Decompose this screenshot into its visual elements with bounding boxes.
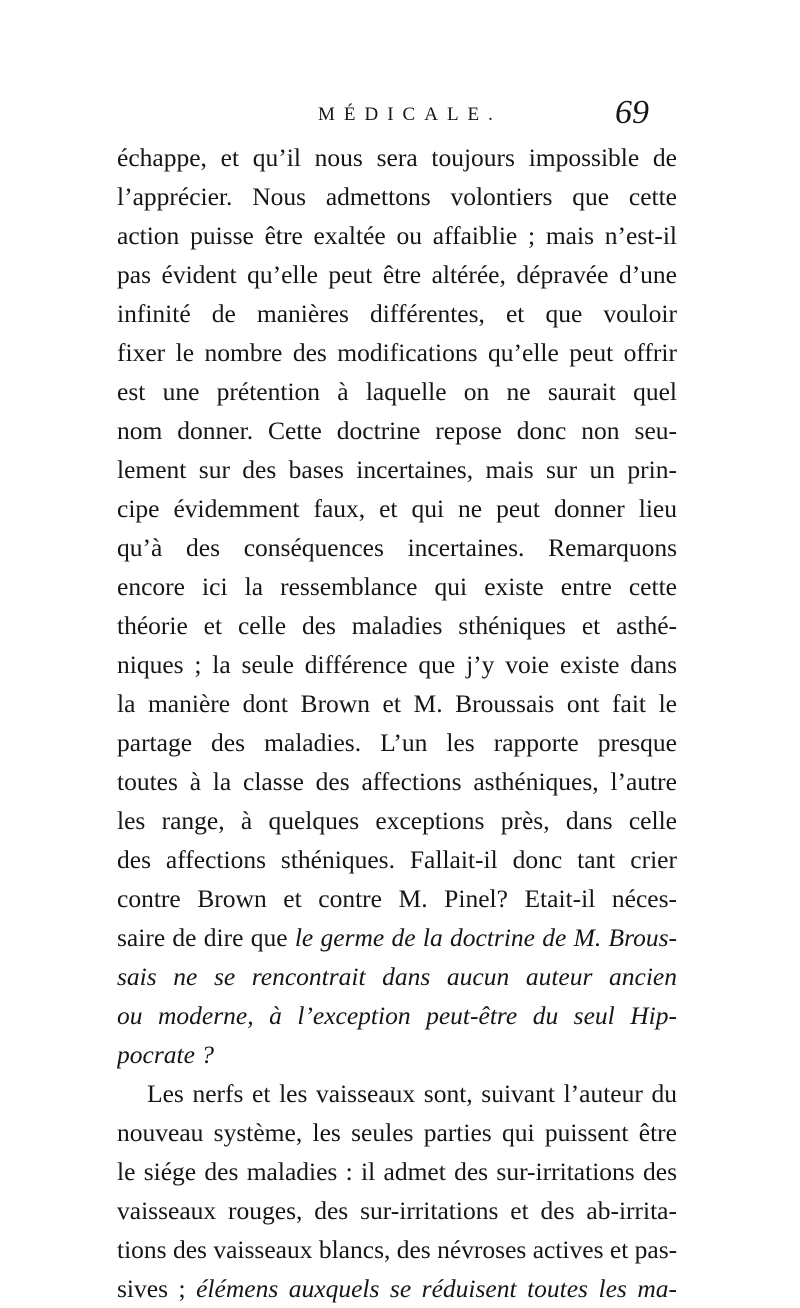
text-line <box>117 1269 677 1308</box>
text-segment: échappe, et qu’il nous sera toujours impossible de <box>117 143 677 172</box>
text-line <box>117 840 677 879</box>
italic-segment: le germe de la doctrine de M. Brous- <box>294 923 677 952</box>
text-segment: l’apprécier. Nous admettons volontiers que cette <box>117 182 677 211</box>
text-line <box>117 801 677 840</box>
text-segment: pas évident qu’elle peut être altérée, dépravée d’une <box>117 260 677 289</box>
text-segment: encore ici la ressemblance qui existe entre cette <box>117 572 677 601</box>
text-segment: contre Brown et contre M. Pinel? Etait-il néces- <box>117 884 677 913</box>
text-line <box>117 723 677 762</box>
text-line <box>117 216 677 255</box>
page-number: 69 <box>615 94 649 131</box>
text-line <box>117 1191 677 1230</box>
text-segment: niques ; la seule différence que j’y voie existe dans <box>117 650 677 679</box>
text-line <box>117 567 677 606</box>
text-line <box>117 294 677 333</box>
text-line <box>117 177 677 216</box>
text-segment: action puisse être exaltée ou affaiblie ; mais n’est-il <box>117 221 677 250</box>
text-segment: saire de dire que <box>117 923 295 952</box>
text-segment: nom donner. Cette doctrine repose donc non seu- <box>117 416 677 445</box>
text-segment: infinité de manières différentes, et que vouloir <box>117 299 677 328</box>
text-segment: théorie et celle des maladies sthéniques et asthé- <box>117 611 677 640</box>
text-segment: Les nerfs et les vaisseaux sont, suivant l’auteur du <box>147 1079 677 1108</box>
text-segment: des affections sthéniques. Fallait-il donc tant crier <box>117 845 677 874</box>
text-segment: nouveau système, les seules parties qui puissent être <box>117 1118 677 1147</box>
italic-segment: sais ne se rencontrait dans aucun auteur ancien <box>117 962 677 991</box>
text-line <box>117 762 677 801</box>
text-segment: les range, à quelques exceptions près, dans celle <box>117 806 677 835</box>
body-text <box>117 138 677 1308</box>
text-line <box>117 450 677 489</box>
text-line <box>117 606 677 645</box>
italic-segment: pocrate ? <box>117 1040 215 1069</box>
text-line <box>117 1113 677 1152</box>
text-line <box>117 1035 677 1074</box>
text-line <box>117 1152 677 1191</box>
running-title: MÉDICALE. <box>318 104 502 125</box>
text-segment: toutes à la classe des affections asthéniques, l’autre <box>117 767 677 796</box>
text-line <box>117 1230 677 1269</box>
text-segment: lement sur des bases incertaines, mais sur un prin- <box>117 455 677 484</box>
text-line <box>117 1074 677 1113</box>
text-segment: qu’à des conséquences incertaines. Remarquons <box>117 533 677 562</box>
text-line <box>117 528 677 567</box>
text-line <box>117 255 677 294</box>
text-line <box>117 879 677 918</box>
text-line <box>117 645 677 684</box>
text-segment: partage des maladies. L’un les rapporte presque <box>117 728 677 757</box>
text-segment: tions des vaisseaux blancs, des névroses actives et pas- <box>117 1235 677 1264</box>
text-segment: le siége des maladies : il admet des sur-irritations des <box>117 1157 677 1186</box>
text-line <box>117 372 677 411</box>
text-segment: la manière dont Brown et M. Broussais ont fait le <box>117 689 677 718</box>
text-line <box>117 684 677 723</box>
text-segment: cipe évidemment faux, et qui ne peut donner lieu <box>117 494 677 523</box>
italic-segment: ou moderne, à l’exception peut-être du seul Hip- <box>117 1001 677 1030</box>
text-line <box>117 957 677 996</box>
text-segment: sives ; <box>117 1274 197 1303</box>
text-line <box>117 411 677 450</box>
text-line <box>117 489 677 528</box>
running-head <box>0 94 800 138</box>
text-segment: fixer le nombre des modifications qu’elle peut offrir <box>117 338 677 367</box>
text-segment: vaisseaux rouges, des sur-irritations et des ab-irrita- <box>117 1196 677 1225</box>
text-line <box>117 138 677 177</box>
text-segment: est une prétention à laquelle on ne saurait quel <box>117 377 677 406</box>
text-line <box>117 996 677 1035</box>
text-line <box>117 333 677 372</box>
italic-segment: élémens auxquels se réduisent toutes les ma- <box>196 1274 677 1303</box>
text-line <box>117 918 677 957</box>
